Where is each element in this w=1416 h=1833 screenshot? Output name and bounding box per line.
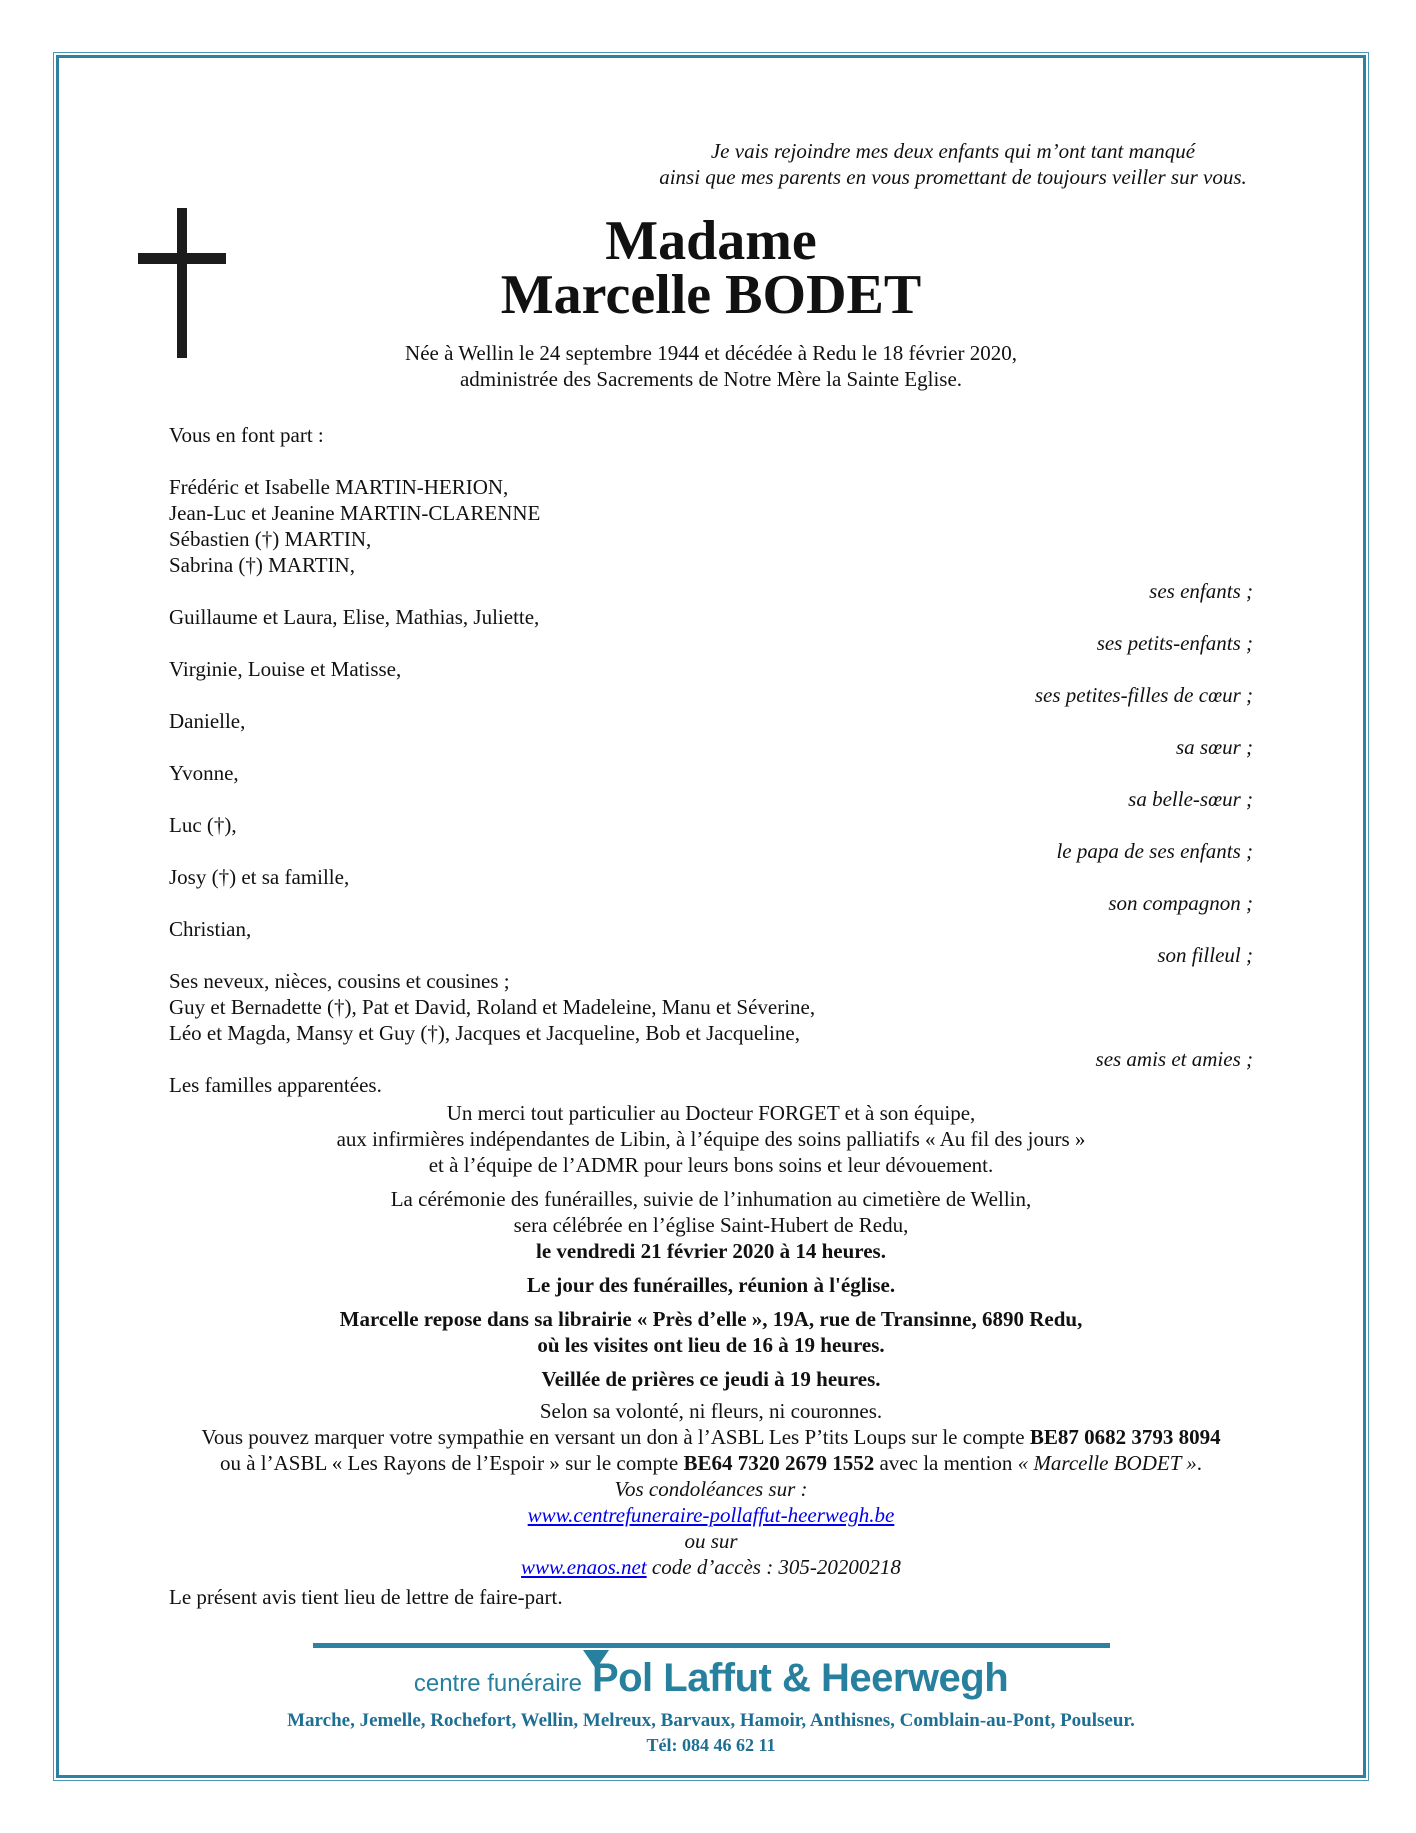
family-line: Yvonne, <box>169 761 239 785</box>
footer-locations: Marche, Jemelle, Rochefort, Wellin, Melreux, Barvaux, Hamoir, Anthisnes, Comblain-au-Pont, Poulseur. <box>287 1710 1135 1731</box>
funeral-home-website-link[interactable]: www.centrefuneraire-pollaffut-heerwegh.be <box>527 1503 895 1527</box>
bank-account-1: BE87 0682 3793 8094 <box>1029 1425 1221 1449</box>
deceased-name: Marcelle BODET <box>500 264 922 326</box>
family-line: Guy et Bernadette (†), Pat et David, Roland et Madeleine, Manu et Séverine, <box>169 995 816 1019</box>
family-line: Jean-Luc et Jeanine MARTIN-CLARENNE <box>169 501 541 525</box>
relation-label: ses petites-filles de cœur ; <box>1034 683 1253 707</box>
footer-divider <box>313 1643 1110 1648</box>
announcement-intro: Vous en font part : <box>169 423 324 447</box>
vigil-line: Veillée de prières ce jeudi à 19 heures. <box>541 1367 881 1391</box>
family-line: Sébastien (†) MARTIN, <box>169 527 372 551</box>
funeral-home-logo <box>169 1654 1253 1708</box>
ceremony-paragraph: La cérémonie des funérailles, suivie de l’inhumation au cimetière de Wellin, sera célébrée en l’église Saint-Hubert de Redu, le vendredi 21 février 2020 à 14 heures. <box>169 1186 1253 1264</box>
family-line: Danielle, <box>169 709 246 733</box>
brand-name: Pol Laffut & Heerwegh <box>591 1656 1009 1700</box>
cross-icon <box>138 208 226 358</box>
fairepart-notice: Le présent avis tient lieu de lettre de faire-part. <box>169 1585 563 1609</box>
family-line: Ses neveux, nièces, cousins et cousines ; <box>169 969 510 993</box>
page-content <box>59 138 1363 1833</box>
birth-death-line: Née à Wellin le 24 septembre 1944 et décédée à Redu le 18 février 2020, <box>405 341 1017 365</box>
repose-paragraph: Marcelle repose dans sa librairie « Près d’elle », 19A, rue de Transinne, 6890 Redu, où les visites ont lieu de 16 à 19 heures. <box>339 1307 1083 1357</box>
enaos-website-link[interactable]: www.enaos.net <box>521 1555 647 1579</box>
sacraments-line: administrée des Sacrements de Notre Mère la Sainte Eglise. <box>459 367 963 391</box>
relation-label: son compagnon ; <box>1108 891 1253 915</box>
footer-phone: Tél: 084 46 62 11 <box>646 1735 776 1755</box>
relation-label: son filleul ; <box>1157 943 1253 967</box>
opening-quote <box>653 138 1253 190</box>
quote-line-1: Je vais rejoindre mes deux enfants qui m’ont tant manqué <box>710 139 1196 163</box>
brand-small-label: centre funéraire <box>413 1670 582 1697</box>
relation-label: ses petits-enfants ; <box>1096 631 1253 655</box>
gathering-line: Le jour des funérailles, réunion à l'église. <box>526 1273 896 1297</box>
family-line: Frédéric et Isabelle MARTIN-HERION, <box>169 475 509 499</box>
donation-line-2: ou à l’ASBL « Les Rayons de l’Espoir » sur le compte BE64 7320 2679 1552 avec la mention « Marcelle BODET ». <box>219 1451 1202 1475</box>
logo-triangle-icon <box>583 1650 609 1669</box>
family-line: Léo et Magda, Mansy et Guy (†), Jacques et Jacqueline, Bob et Jacqueline, <box>169 1021 800 1045</box>
birth-death-info <box>169 340 1253 392</box>
family-line: Sabrina (†) MARTIN, <box>169 553 355 577</box>
thanks-paragraph: Un merci tout particulier au Docteur FORGET et à son équipe, aux infirmières indépendantes de Libin, à l’équipe des soins palliatifs « Au fil des jours » et à l’équipe de l’ADMR pour leurs bons soins et leur dévouement. <box>336 1101 1086 1177</box>
relation-label: ses enfants ; <box>1149 579 1253 603</box>
wishes-line: Selon sa volonté, ni fleurs, ni couronnes. <box>539 1399 883 1423</box>
deceased-title <box>169 210 1253 326</box>
family-line: Josy (†) et sa famille, <box>169 865 350 889</box>
donation-paragraph <box>169 1398 1253 1476</box>
page-border-frame <box>56 55 1366 1778</box>
condolences-label: Vos condoléances sur : <box>614 1477 808 1501</box>
family-line: Luc (†), <box>169 813 237 837</box>
family-list <box>169 474 1253 1098</box>
family-line: Virginie, Louise et Matisse, <box>169 657 402 681</box>
family-line: Christian, <box>169 917 252 941</box>
relation-label: ses amis et amies ; <box>1095 1047 1253 1071</box>
relation-label: le papa de ses enfants ; <box>1056 839 1253 863</box>
access-code: code d’accès : 305-20200218 <box>646 1555 901 1579</box>
relation-label: sa belle-sœur ; <box>1128 787 1253 811</box>
family-line: Les familles apparentées. <box>169 1073 382 1097</box>
bank-account-2: BE64 7320 2679 1552 <box>683 1451 875 1475</box>
title-madame: Madame <box>605 210 817 272</box>
relation-label: sa sœur ; <box>1175 735 1253 759</box>
family-line: Guillaume et Laura, Elise, Mathias, Juliette, <box>169 605 540 629</box>
donation-line-1: Vous pouvez marquer votre sympathie en versant un don à l’ASBL Les P’tits Loups sur le compte BE87 0682 3793 8094 <box>201 1425 1221 1449</box>
donation-mention: « Marcelle BODET » <box>1017 1451 1197 1475</box>
condolences-block <box>169 1476 1253 1580</box>
or-on-label: ou sur <box>684 1529 738 1553</box>
quote-line-2: ainsi que mes parents en vous promettant de toujours veiller sur vous. <box>659 165 1247 189</box>
ceremony-date: le vendredi 21 février 2020 à 14 heures. <box>536 1239 886 1263</box>
